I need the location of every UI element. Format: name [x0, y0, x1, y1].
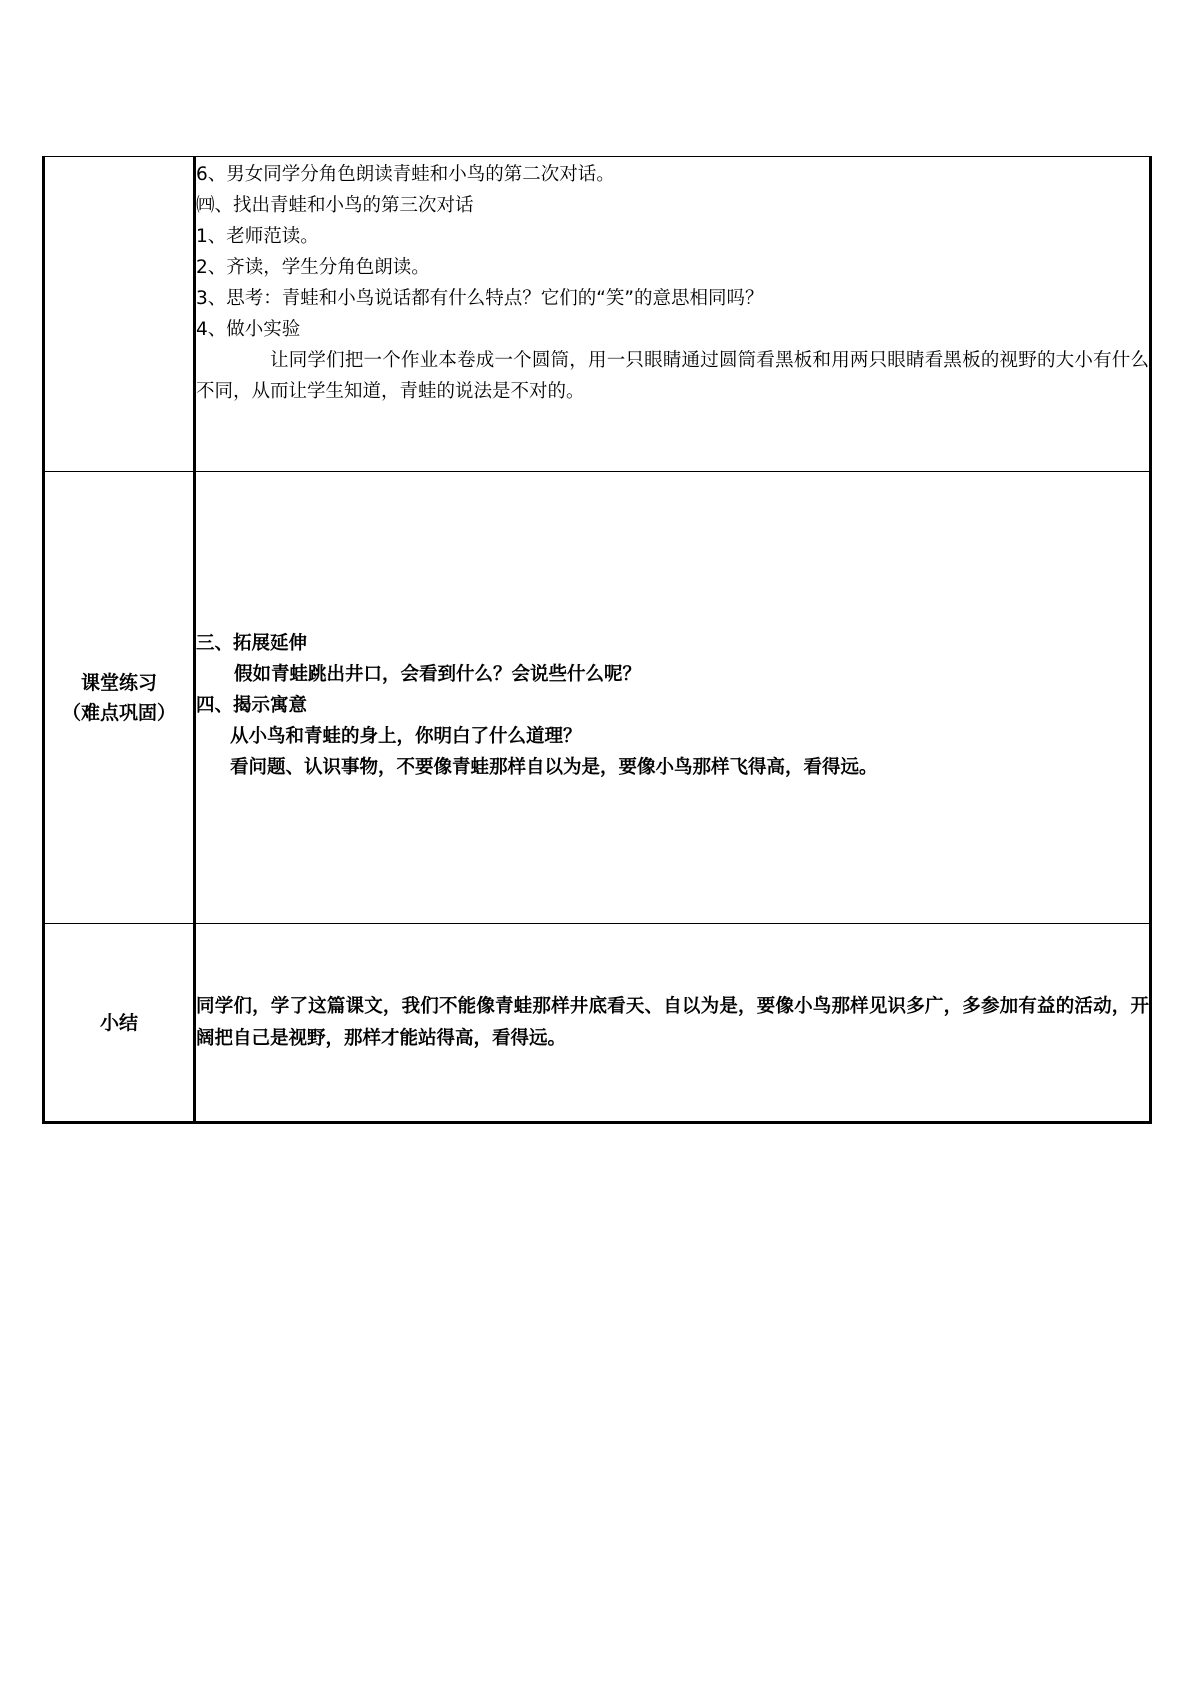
activity-line-5: 3、思考：青蛙和小鸟说话都有什么特点？它们的“笑”的意思相同吗？ — [196, 288, 764, 309]
activities-cell — [195, 157, 1151, 472]
activity-line-6: 4、做小实验 — [196, 319, 301, 340]
row-label-summary: 小结 — [44, 924, 195, 1123]
row-label-empty — [44, 157, 195, 472]
table-row-summary — [44, 924, 1151, 1123]
lesson-plan-table — [42, 156, 1152, 1124]
experiment-paragraph: 让同学们把一个作业本卷成一个圆筒，用一只眼睛通过圆筒看黑板和用两只眼睛看黑板的视野的大小有什么不同，从而让学生知道，青蛙的说法是不对的。 — [196, 350, 1149, 402]
activity-line-1: 6、男女同学分角色朗读青蛙和小鸟的第二次对话。 — [196, 164, 615, 185]
moral-question: 从小鸟和青蛙的身上，你明白了什么道理？ — [230, 726, 582, 747]
section-heading-extension: 三、拓展延伸 — [196, 633, 308, 654]
moral-answer: 看问题、认识事物，不要像青蛙那样自以为是，要像小鸟那样飞得高，看得远。 — [230, 757, 878, 778]
activity-line-2: ㈣、找出青蛙和小鸟的第三次对话 — [196, 195, 474, 216]
table-row-activities — [44, 157, 1151, 472]
practice-cell — [195, 472, 1151, 924]
summary-text: 同学们，学了这篇课文，我们不能像青蛙那样井底看天、自以为是，要像小鸟那样见识多广，多参加有益的活动，开阔把自己是视野，那样才能站得高，看得远。 — [196, 995, 1149, 1049]
practice-label-title: 课堂练习 — [80, 671, 157, 694]
activity-line-3: 1、老师范读。 — [196, 226, 319, 247]
practice-label-subtitle: （难点巩固） — [61, 701, 176, 724]
row-label-practice — [44, 472, 195, 924]
lesson-plan-page — [42, 156, 1152, 1124]
summary-cell — [195, 924, 1151, 1123]
table-row-practice — [44, 472, 1151, 924]
activity-line-4: 2、齐读，学生分角色朗读。 — [196, 257, 430, 278]
section-heading-moral: 四、揭示寓意 — [196, 695, 308, 716]
extension-question: 假如青蛙跳出井口，会看到什么？会说些什么呢？ — [234, 664, 642, 685]
